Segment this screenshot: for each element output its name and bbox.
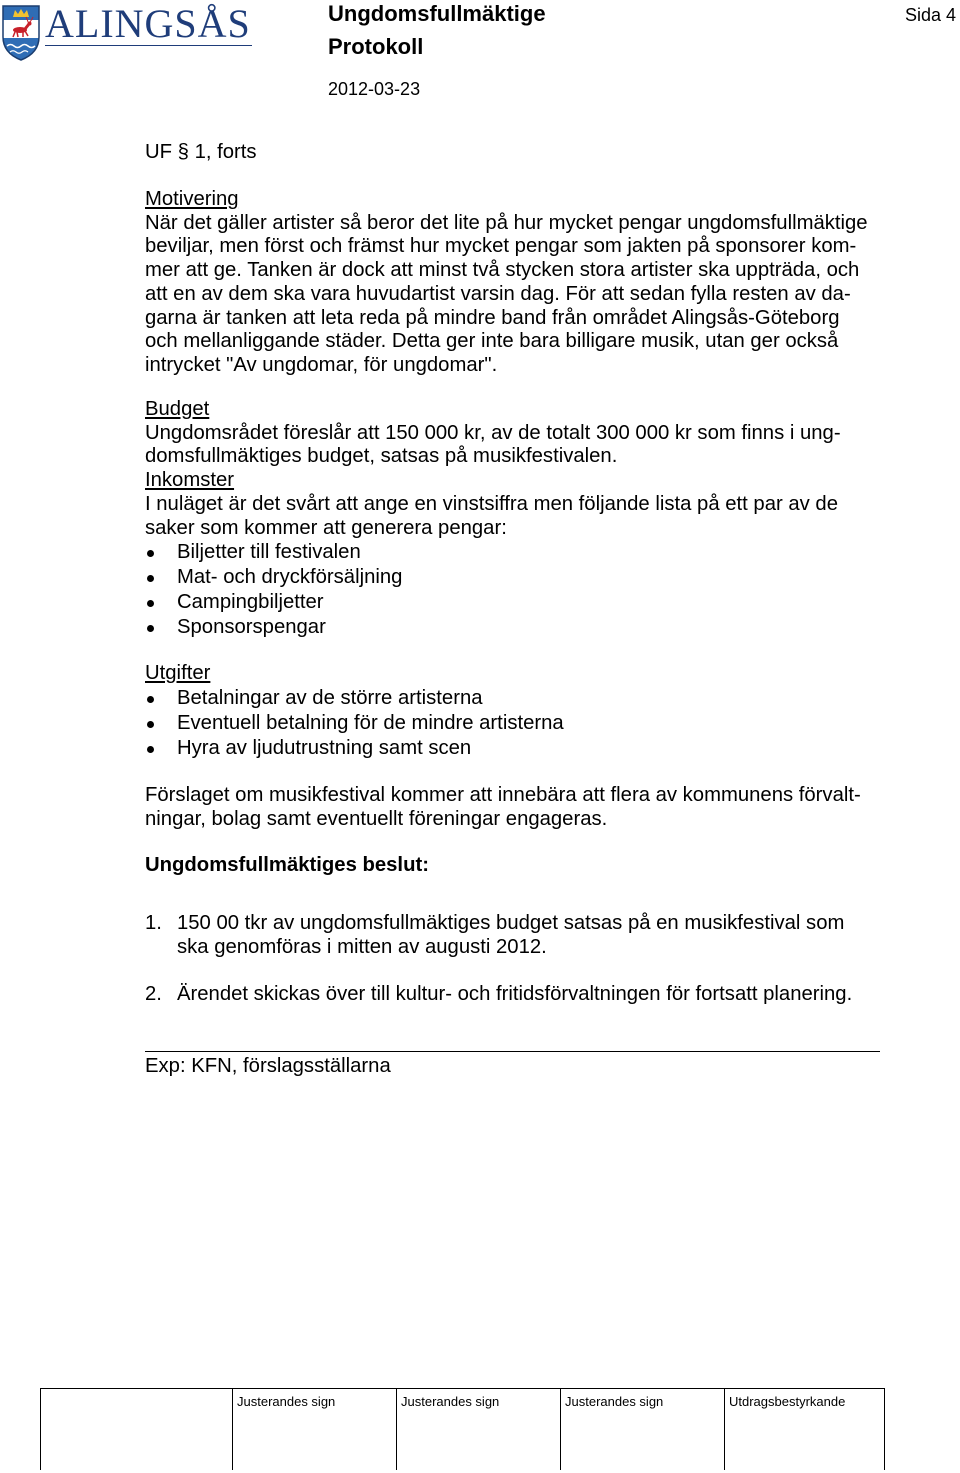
list-item (145, 711, 564, 736)
inkomster-list (145, 540, 402, 640)
list-item (145, 540, 402, 565)
budget-section (145, 398, 841, 540)
paragraph-line: domsfullmäktiges budget, satsas på musikfestivalen. (145, 445, 618, 468)
bullet-icon (147, 575, 154, 582)
list-item-text: Betalningar av de större artisterna (177, 687, 483, 709)
bullet-icon (147, 600, 154, 607)
list-item (145, 615, 402, 640)
expedition-line: Exp: KFN, förslagsställarna (145, 1055, 391, 1077)
section-heading-motivering: Motivering (145, 188, 239, 210)
paragraph-line: mer att ge. Tanken är dock att minst två stycken stora artister ska uppträda, och (145, 259, 860, 282)
footer-cell-signature: Justerandes sign (396, 1389, 560, 1470)
section-reference: UF § 1, forts (145, 141, 257, 163)
paragraph-line: I nuläget är det svårt att ange en vinstsiffra men följande lista på ett par av de (145, 492, 838, 515)
bullet-icon (147, 696, 154, 703)
list-item (145, 736, 564, 761)
paragraph-line: garna är tanken att leta reda på mindre band från området Alingsås-Göteborg (145, 306, 840, 329)
decision-item (145, 911, 844, 959)
decision-heading: Ungdomsfullmäktiges beslut: (145, 854, 429, 876)
list-item-text: Sponsorspengar (177, 616, 326, 638)
signature-footer (40, 1388, 885, 1470)
paragraph-line: och mellanliggande städer. Detta ger inte bara billigare musik, utan ger också (145, 330, 839, 353)
paragraph-line: Ungdomsrådet föreslår att 150 000 kr, av de totalt 300 000 kr som finns i ung- (145, 421, 841, 444)
bullet-icon (147, 721, 154, 728)
paragraph-line: ningar, bolag samt eventuellt föreningar engageras. (145, 808, 608, 830)
forslaget-paragraph (145, 783, 861, 831)
motivering-section (145, 188, 868, 378)
paragraph-line: beviljar, men först och främst hur mycket pengar som jakten på sponsorer kom- (145, 235, 857, 258)
document-body-name: Ungdomsfullmäktige (328, 1, 546, 26)
paragraph-line: Förslaget om musikfestival kommer att innebära att flera av kommunens förvalt- (145, 784, 861, 806)
decision-item-number: 1. (145, 912, 162, 934)
meeting-date: 2012-03-23 (328, 79, 421, 99)
section-heading-inkomster: Inkomster (145, 469, 235, 492)
footer-cell-blank (40, 1389, 232, 1470)
coat-of-arms-icon (2, 5, 40, 61)
footer-cell-certification: Utdragsbestyrkande (724, 1389, 885, 1470)
list-item (145, 590, 402, 615)
paragraph-line: intrycket "Av ungdomar, för ungdomar". (145, 353, 498, 376)
decision-item-row (145, 982, 852, 1006)
bullet-icon (147, 625, 154, 632)
page-number: Sida 4 (905, 5, 957, 25)
list-item (145, 565, 402, 590)
section-heading-budget: Budget (145, 398, 210, 420)
decision-item (145, 982, 852, 1006)
footer-cell-signature: Justerandes sign (560, 1389, 724, 1470)
decision-item-text: ska genomföras i mitten av augusti 2012. (177, 936, 547, 958)
decision-item-text: Ärendet skickas över till kultur- och fritidsförvaltningen för fortsatt planering. (177, 983, 853, 1005)
bullet-icon (147, 550, 154, 557)
bullet-icon (147, 746, 154, 753)
list-item-text: Hyra av ljudutrustning samt scen (177, 737, 472, 759)
paragraph-line: saker som kommer att generera pengar: (145, 516, 507, 539)
footer-cell-signature: Justerandes sign (232, 1389, 396, 1470)
utgifter-section (145, 661, 564, 761)
expedition-divider (145, 1051, 880, 1052)
decision-item-text: 150 00 tkr av ungdomsfullmäktiges budget satsas på en musikfestival som (177, 912, 845, 934)
decision-item-number: 2. (145, 983, 162, 1005)
list-item-text: Mat- och dryckförsäljning (177, 566, 403, 588)
paragraph-line: När det gäller artister så beror det lite på hur mycket pengar ungdomsfullmäktige (145, 211, 868, 234)
document-type: Protokoll (328, 34, 424, 59)
logo-underline (45, 45, 252, 46)
list-item-text: Campingbiljetter (177, 591, 324, 613)
list-item (145, 686, 564, 711)
paragraph-line: att en av dem ska vara huvudartist varsin dag. För att sedan fylla resten av da- (145, 282, 851, 305)
list-item-text: Biljetter till festivalen (177, 541, 361, 563)
section-heading-utgifter: Utgifter (145, 662, 211, 684)
list-item-text: Eventuell betalning för de mindre artisterna (177, 712, 564, 734)
logo-wordmark: ALINGSÅS (45, 1, 251, 46)
decision-item-row (145, 911, 844, 959)
